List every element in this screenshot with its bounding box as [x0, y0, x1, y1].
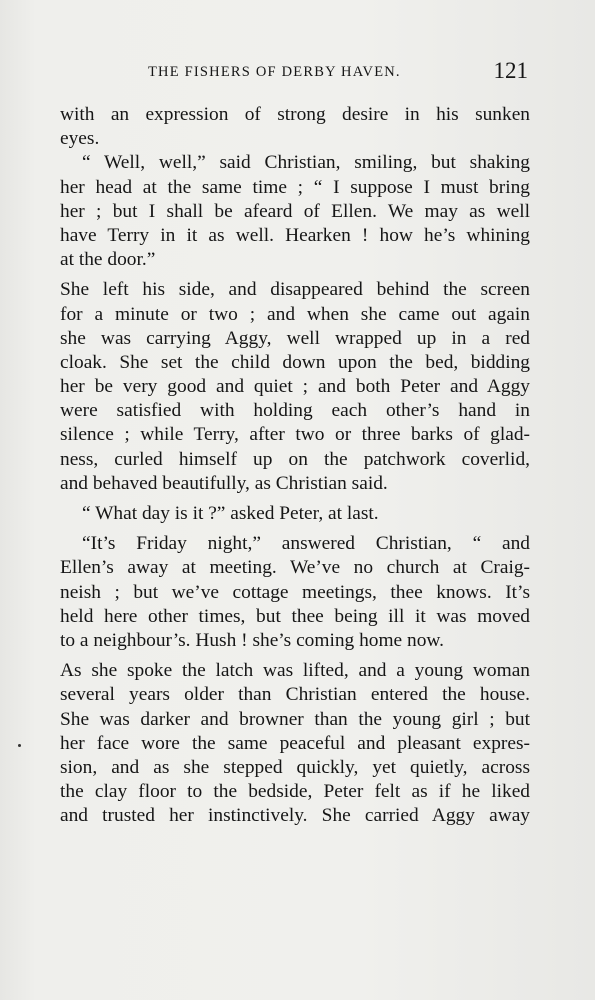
text-line: she was carrying Aggy, well wrapped up in a red [60, 327, 530, 349]
text-line: with an expression of strong desire in his sunken [60, 104, 530, 125]
text-line: to a neighbour’s. Hush ! she’s coming home now. [60, 629, 444, 651]
text-line: eyes. [60, 128, 100, 150]
text-line: and trusted her instinctively. She carried Aggy away [60, 805, 530, 827]
body-text [60, 103, 530, 828]
text-line: Ellen’s away at meeting. We’ve no church at Craig- [60, 557, 530, 579]
text-line: her ; but I shall be afeard of Ellen. We may as well [60, 200, 530, 222]
text-line: and behaved beautifully, as Christian said. [60, 472, 388, 494]
page-header [148, 58, 528, 86]
text-line: “ Well, well,” said Christian, smiling, but shaking [82, 152, 530, 174]
text-line: her face wore the same peaceful and pleasant expres- [60, 732, 530, 754]
text-line: the clay floor to the bedside, Peter felt as if he liked [60, 781, 530, 803]
text-line: were satisfied with holding each other’s hand in [60, 400, 530, 422]
text-line: several years older than Christian entered the house. [60, 684, 530, 706]
text-line: have Terry in it as well. Hearken ! how he’s whining [60, 224, 530, 246]
text-line: She was darker and browner than the young girl ; but [60, 708, 530, 730]
print-speck [18, 744, 21, 747]
text-line: held here other times, but thee being ill it was moved [60, 605, 530, 627]
text-line: ness, curled himself up on the patchwork coverlid, [60, 448, 530, 470]
running-head: THE FISHERS OF DERBY HAVEN. [148, 64, 401, 80]
text-line: her head at the same time ; “ I suppose I must bring [60, 176, 530, 198]
text-line: silence ; while Terry, after two or three barks of glad- [60, 424, 530, 446]
text-line: cloak. She set the child down upon the bed, bidding [60, 351, 530, 373]
text-line: at the door.” [60, 249, 156, 271]
text-line: She left his side, and disappeared behind the screen [60, 279, 530, 301]
text-line: neish ; but we’ve cottage meetings, thee knows. It’s [60, 581, 530, 603]
text-line: “It’s Friday night,” answered Christian, “ and [82, 533, 530, 555]
text-line: As she spoke the latch was lifted, and a young woman [60, 660, 530, 682]
text-line: sion, and as she stepped quickly, yet quietly, across [60, 756, 530, 778]
text-line: for a minute or two ; and when she came out again [60, 303, 530, 325]
text-line: “ What day is it ?” asked Peter, at last. [82, 503, 379, 524]
page-number: 121 [493, 58, 528, 83]
text-line: her be very good and quiet ; and both Peter and Aggy [60, 376, 530, 398]
